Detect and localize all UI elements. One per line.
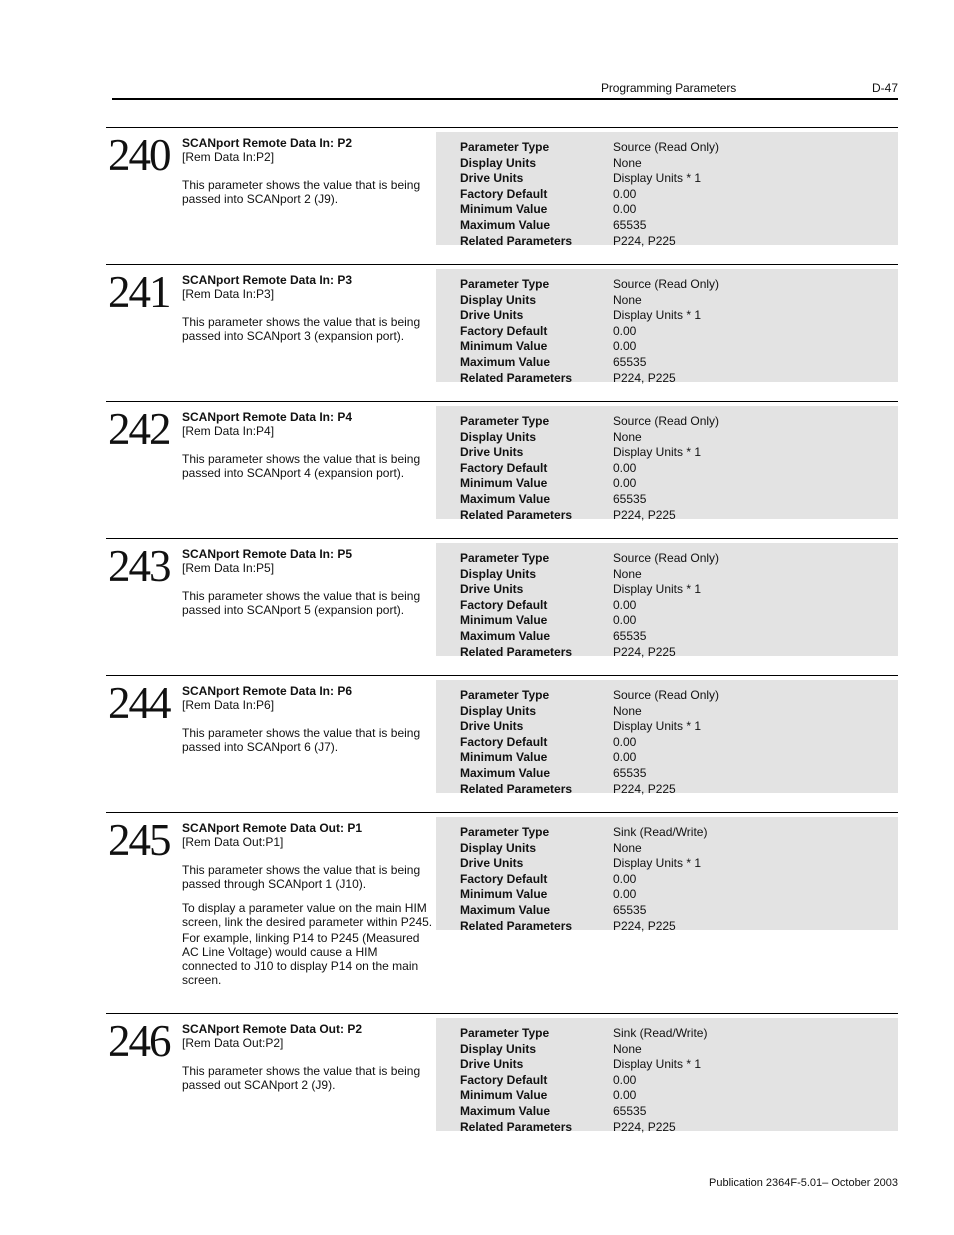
spec-value: Display Units * 1	[613, 308, 702, 323]
spec-value: Source (Read Only)	[613, 688, 720, 702]
spec-row	[436, 1119, 898, 1135]
spec-value: Source (Read Only)	[613, 140, 720, 154]
spec-value: Display Units * 1	[613, 856, 702, 871]
parameter-number: 242	[108, 404, 170, 454]
spec-label: Minimum Value	[460, 613, 548, 628]
parameter-number: 244	[108, 678, 170, 728]
spec-value: 65535	[613, 1104, 647, 1118]
description-paragraph: This parameter shows the value that is being passed through SCANport 1 (J10).	[182, 863, 421, 891]
spec-label: Parameter Type	[460, 825, 550, 839]
description-paragraph: This parameter shows the value that is being passed into SCANport 3 (expansion port).	[182, 315, 421, 343]
parameter-alias: [Rem Data Out:P1]	[182, 835, 284, 849]
parameter-specs-table	[436, 680, 898, 796]
spec-row	[436, 354, 898, 370]
spec-label: Related Parameters	[460, 370, 573, 385]
spec-label: Minimum Value	[460, 887, 548, 902]
parameter-alias: [Rem Data Out:P2]	[182, 1036, 284, 1050]
spec-label: Drive Units	[460, 1057, 524, 1072]
parameter-number: 245	[108, 815, 170, 865]
spec-label: Factory Default	[460, 734, 548, 749]
parameter-description	[182, 315, 434, 353]
description-paragraph: This parameter shows the value that is being passed into SCANport 5 (expansion port).	[182, 589, 421, 617]
spec-row	[436, 217, 898, 233]
parameter-alias: [Rem Data In:P6]	[182, 698, 275, 712]
spec-row	[436, 292, 898, 308]
page-number: D-47	[871, 81, 898, 95]
spec-value: None	[613, 292, 642, 307]
spec-row	[436, 781, 898, 797]
spec-row	[436, 307, 898, 323]
spec-label: Maximum Value	[460, 903, 551, 917]
spec-value: 0.00	[613, 186, 637, 201]
spec-row	[436, 550, 898, 566]
description-paragraph: For example, linking P14 to P245 (Measured AC Line Voltage) would cause a HIM connected to J10 to display P14 on the main screen.	[182, 931, 420, 987]
spec-label: Factory Default	[460, 323, 548, 338]
spec-label: Minimum Value	[460, 202, 548, 217]
spec-label: Maximum Value	[460, 629, 551, 643]
parameter-description	[182, 863, 434, 997]
spec-value: Source (Read Only)	[613, 414, 720, 428]
spec-row	[436, 460, 898, 476]
spec-value: None	[613, 155, 642, 170]
spec-label: Maximum Value	[460, 1104, 551, 1118]
parameter-specs-table	[436, 543, 898, 659]
spec-row	[436, 323, 898, 339]
spec-label: Related Parameters	[460, 918, 573, 933]
spec-value: Display Units * 1	[613, 582, 702, 597]
spec-row	[436, 886, 898, 902]
parameter-description	[182, 1064, 434, 1102]
spec-value: 65535	[613, 629, 647, 643]
spec-value: Display Units * 1	[613, 171, 702, 186]
spec-row	[436, 233, 898, 249]
spec-label: Minimum Value	[460, 750, 548, 765]
spec-row	[436, 491, 898, 507]
spec-row	[436, 139, 898, 155]
spec-label: Display Units	[460, 292, 537, 307]
parameter-block	[106, 127, 898, 253]
description-paragraph: This parameter shows the value that is being passed into SCANport 4 (expansion port).	[182, 452, 421, 480]
spec-value: Display Units * 1	[613, 1057, 702, 1072]
spec-value: Source (Read Only)	[613, 277, 720, 291]
parameter-description	[182, 589, 434, 627]
parameter-number: 246	[108, 1016, 170, 1066]
spec-value: P224, P225	[613, 644, 676, 659]
spec-label: Factory Default	[460, 460, 548, 475]
spec-row	[436, 507, 898, 523]
spec-label: Related Parameters	[460, 1119, 573, 1134]
spec-row	[436, 644, 898, 660]
spec-row	[436, 155, 898, 171]
spec-row	[436, 1103, 898, 1119]
spec-label: Parameter Type	[460, 277, 550, 291]
parameter-specs-table	[436, 269, 898, 385]
spec-row	[436, 1072, 898, 1088]
spec-row	[436, 201, 898, 217]
spec-value: P224, P225	[613, 781, 676, 796]
spec-value: 65535	[613, 492, 647, 506]
spec-value: 65535	[613, 903, 647, 917]
spec-value: None	[613, 566, 642, 581]
description-paragraph: This parameter shows the value that is being passed out SCANport 2 (J9).	[182, 1064, 421, 1092]
parameter-alias: [Rem Data In:P2]	[182, 150, 275, 164]
spec-value: P224, P225	[613, 507, 676, 522]
parameter-specs-table	[436, 1018, 898, 1134]
spec-label: Factory Default	[460, 871, 548, 886]
parameter-title: SCANport Remote Data Out: P1	[182, 821, 363, 835]
spec-label: Maximum Value	[460, 492, 551, 506]
spec-label: Maximum Value	[460, 218, 551, 232]
spec-label: Minimum Value	[460, 476, 548, 491]
spec-value: Display Units * 1	[613, 719, 702, 734]
spec-label: Drive Units	[460, 171, 524, 186]
spec-row	[436, 170, 898, 186]
spec-label: Parameter Type	[460, 414, 550, 428]
spec-label: Maximum Value	[460, 766, 551, 780]
spec-value: 0.00	[613, 613, 637, 628]
spec-label: Drive Units	[460, 308, 524, 323]
spec-label: Related Parameters	[460, 644, 573, 659]
spec-row	[436, 902, 898, 918]
spec-value: 0.00	[613, 323, 637, 338]
spec-value: 0.00	[613, 734, 637, 749]
spec-row	[436, 581, 898, 597]
publication-footer: Publication 2364F-5.01– October 2003	[709, 1177, 898, 1189]
spec-value: Sink (Read/Write)	[613, 825, 708, 839]
spec-label: Parameter Type	[460, 140, 550, 154]
parameter-specs-table	[436, 817, 898, 933]
spec-value: P224, P225	[613, 918, 676, 933]
parameter-title: SCANport Remote Data In: P4	[182, 410, 353, 424]
parameter-specs-table	[436, 132, 898, 248]
spec-label: Parameter Type	[460, 688, 550, 702]
spec-value: Display Units * 1	[613, 445, 702, 460]
spec-row	[436, 765, 898, 781]
spec-row	[436, 703, 898, 719]
spec-row	[436, 918, 898, 934]
spec-row	[436, 628, 898, 644]
spec-label: Factory Default	[460, 1072, 548, 1087]
spec-label: Maximum Value	[460, 355, 551, 369]
spec-label: Display Units	[460, 840, 537, 855]
spec-row	[436, 429, 898, 445]
spec-label: Factory Default	[460, 186, 548, 201]
spec-label: Display Units	[460, 703, 537, 718]
spec-row	[436, 1041, 898, 1057]
spec-label: Related Parameters	[460, 781, 573, 796]
parameter-description	[182, 452, 434, 490]
spec-row	[436, 370, 898, 386]
spec-value: 0.00	[613, 1072, 637, 1087]
spec-label: Display Units	[460, 566, 537, 581]
parameter-number: 241	[108, 267, 170, 317]
spec-row	[436, 276, 898, 292]
spec-value: 0.00	[613, 460, 637, 475]
spec-label: Related Parameters	[460, 233, 573, 248]
spec-row	[436, 718, 898, 734]
spec-value: 0.00	[613, 871, 637, 886]
spec-label: Parameter Type	[460, 1026, 550, 1040]
spec-value: 0.00	[613, 750, 637, 765]
parameter-block	[106, 401, 898, 527]
spec-value: P224, P225	[613, 1119, 676, 1134]
parameter-description	[182, 178, 434, 216]
spec-label: Drive Units	[460, 719, 524, 734]
parameter-title: SCANport Remote Data Out: P2	[182, 1022, 363, 1036]
spec-label: Display Units	[460, 155, 537, 170]
spec-row	[436, 855, 898, 871]
parameter-block	[106, 675, 898, 801]
parameter-title: SCANport Remote Data In: P2	[182, 136, 353, 150]
spec-row	[436, 1025, 898, 1041]
spec-value: 0.00	[613, 476, 637, 491]
spec-row	[436, 840, 898, 856]
spec-row	[436, 612, 898, 628]
parameter-number: 243	[108, 541, 170, 591]
spec-value: Source (Read Only)	[613, 551, 720, 565]
spec-label: Related Parameters	[460, 507, 573, 522]
spec-row	[436, 749, 898, 765]
parameter-title: SCANport Remote Data In: P5	[182, 547, 353, 561]
spec-row	[436, 413, 898, 429]
parameter-block	[106, 1013, 898, 1139]
description-paragraph: To display a parameter value on the main HIM screen, link the desired parameter within P245.	[182, 901, 433, 929]
description-paragraph: This parameter shows the value that is being passed into SCANport 6 (J7).	[182, 726, 421, 754]
spec-label: Drive Units	[460, 582, 524, 597]
spec-row	[436, 338, 898, 354]
parameter-specs-table	[436, 406, 898, 522]
header-rule	[112, 98, 898, 100]
running-header-section: Programming Parameters	[601, 81, 737, 95]
spec-row	[436, 824, 898, 840]
spec-value: None	[613, 429, 642, 444]
description-paragraph: This parameter shows the value that is being passed into SCANport 2 (J9).	[182, 178, 421, 206]
spec-value: 0.00	[613, 339, 637, 354]
spec-row	[436, 1056, 898, 1072]
spec-value: 0.00	[613, 202, 637, 217]
spec-row	[436, 597, 898, 613]
spec-value: 65535	[613, 355, 647, 369]
spec-value: Sink (Read/Write)	[613, 1026, 708, 1040]
parameter-alias: [Rem Data In:P5]	[182, 561, 275, 575]
spec-row	[436, 734, 898, 750]
parameter-block	[106, 538, 898, 664]
spec-value: 0.00	[613, 887, 637, 902]
spec-label: Parameter Type	[460, 551, 550, 565]
parameter-number: 240	[108, 130, 170, 180]
spec-row	[436, 1087, 898, 1103]
spec-value: 0.00	[613, 597, 637, 612]
spec-label: Minimum Value	[460, 339, 548, 354]
spec-value: 0.00	[613, 1088, 637, 1103]
spec-label: Display Units	[460, 1041, 537, 1056]
spec-value: 65535	[613, 766, 647, 780]
spec-label: Drive Units	[460, 445, 524, 460]
spec-value: None	[613, 840, 642, 855]
parameter-alias: [Rem Data In:P3]	[182, 287, 275, 301]
spec-row	[436, 475, 898, 491]
spec-value: None	[613, 1041, 642, 1056]
parameter-alias: [Rem Data In:P4]	[182, 424, 275, 438]
spec-value: None	[613, 703, 642, 718]
spec-row	[436, 444, 898, 460]
parameter-block	[106, 812, 898, 987]
spec-label: Display Units	[460, 429, 537, 444]
spec-row	[436, 871, 898, 887]
spec-value: 65535	[613, 218, 647, 232]
spec-label: Minimum Value	[460, 1088, 548, 1103]
parameter-title: SCANport Remote Data In: P3	[182, 273, 353, 287]
spec-row	[436, 687, 898, 703]
spec-value: P224, P225	[613, 233, 676, 248]
spec-row	[436, 566, 898, 582]
spec-row	[436, 186, 898, 202]
spec-label: Factory Default	[460, 597, 548, 612]
spec-label: Drive Units	[460, 856, 524, 871]
parameter-description	[182, 726, 434, 764]
parameter-title: SCANport Remote Data In: P6	[182, 684, 353, 698]
spec-value: P224, P225	[613, 370, 676, 385]
parameter-block	[106, 264, 898, 390]
